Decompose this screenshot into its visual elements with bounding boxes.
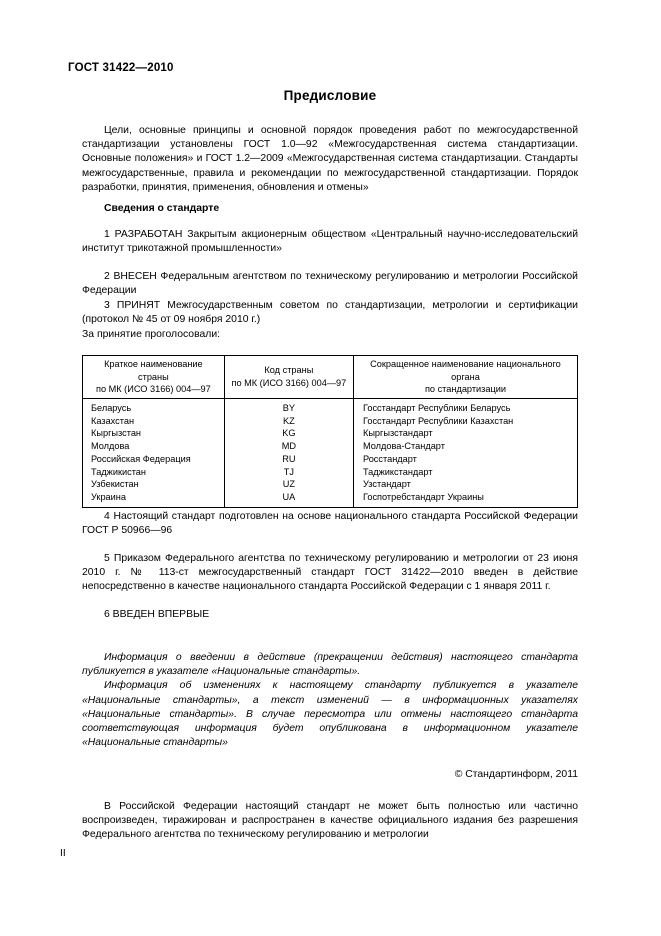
standard-info-item-3 — [82, 299, 578, 327]
table-cell-org: Кыргызстандарт — [353, 427, 577, 440]
table-row — [83, 440, 578, 453]
standard-info-heading: Сведения о стандарте — [104, 203, 220, 214]
table-cell-country: Таджикистан — [83, 466, 225, 479]
table-row — [83, 399, 578, 415]
table-cell-org: Узстандарт — [353, 478, 577, 491]
notice-block — [82, 651, 578, 750]
vote-table-header-code-line2: по МК (ИСО 3166) 004—97 — [231, 378, 347, 388]
vote-table-header-country — [83, 356, 225, 399]
table-cell-country: Узбекистан — [83, 478, 225, 491]
vote-table-header-country-line2: по МК (ИСО 3166) 004—97 — [95, 384, 211, 395]
legal-paragraph: В Российской Федерации настоящий стандарт не может быть полностью или частично воспроизведен, тиражирован и распространен в качестве официального издания без разрешения Федерального агентства по техническому регулированию и метрологии — [82, 801, 578, 841]
table-cell-code: TJ — [224, 466, 353, 479]
standard-info-item-4-text: 4 Настоящий стандарт подготовлен на основе национального стандарта Российской Федерации ГОСТ Р 50966—96 — [82, 511, 578, 537]
page-number: II — [60, 848, 66, 859]
running-header: ГОСТ 31422—2010 — [68, 62, 174, 74]
table-cell-country: Украина — [83, 491, 225, 507]
vote-table-header-code-line1: Код страны — [264, 365, 314, 376]
standard-info-item-2-text: 2 ВНЕСЕН Федеральным агентством по техническому регулированию и метрологии Российской Федерации — [82, 271, 578, 297]
table-cell-code: MD — [224, 440, 353, 453]
table-cell-country: Молдова — [83, 440, 225, 453]
vote-intro-text: За принятие проголосовали: — [82, 329, 221, 340]
table-cell-org: Госстандарт Республики Беларусь — [353, 399, 577, 415]
table-cell-org: Росстандарт — [353, 453, 577, 466]
table-cell-country: Беларусь — [83, 399, 225, 415]
table-cell-org: Таджикстандарт — [353, 466, 577, 479]
table-cell-code: UZ — [224, 478, 353, 491]
notice-paragraph-2: Информация об изменениях к настоящему стандарту публикуется в указателе «Национальные стандарты», а текст изменений — в информационных указателях «Национальные стандарты». В случае пересмотра или отмены настоящего стандарта соответствующая информация будет опубликована в информационном указателе «Национальные стандарты» — [82, 680, 578, 749]
legal-block — [82, 800, 578, 843]
page-title: Предисловие — [283, 88, 377, 103]
vote-table-header-org-line2: по стандартизации — [424, 384, 507, 395]
standard-info-item-6 — [82, 608, 578, 622]
standard-info-item-6-text: 6 ВВЕДЕН ВПЕРВЫЕ — [104, 609, 210, 620]
table-cell-org: Госстандарт Республики Казахстан — [353, 415, 577, 428]
table-cell-code: UA — [224, 491, 353, 507]
notice-paragraph-1: Информация о введении в действие (прекращении действия) настоящего стандарта публикуется в указателе «Национальные стандарты». — [82, 652, 578, 678]
standard-info-item-2 — [82, 270, 578, 298]
table-cell-country: Кыргызстан — [83, 427, 225, 440]
table-cell-org: Молдова-Стандарт — [353, 440, 577, 453]
vote-table-header-org-line1: Сокращенное наименование национального органа — [370, 359, 561, 382]
standard-info-item-1 — [82, 228, 578, 256]
table-row — [83, 478, 578, 491]
table-cell-code: RU — [224, 453, 353, 466]
copyright-notice: © Стандартинформ, 2011 — [454, 769, 578, 780]
table-row — [83, 466, 578, 479]
vote-table-header-code — [224, 356, 353, 399]
vote-table-body — [83, 399, 578, 508]
vote-table-header-org — [353, 356, 577, 399]
standard-info-item-5 — [82, 552, 578, 595]
vote-table-header-row — [83, 356, 578, 399]
vote-table-header-country-line1: Краткое наименование страны — [104, 359, 203, 382]
table-cell-code: KG — [224, 427, 353, 440]
standard-info-item-1-text: 1 РАЗРАБОТАН Закрытым акционерным обществом «Центральный научно-исследовательский институт трикотажной промышленности» — [82, 229, 578, 255]
vote-table-head — [83, 356, 578, 399]
table-cell-org: Госпотребстандарт Украины — [353, 491, 577, 507]
intro-block — [82, 124, 578, 195]
table-row — [83, 453, 578, 466]
intro-paragraph: Цели, основные принципы и основной порядок проведения работ по межгосударственной стандартизации установлены ГОСТ 1.0—92 «Межгосударственная система стандартизации. Основные положения» и ГОСТ 1.2—2009 «Межгосударственная система стандартизации. Стандарты межгосударственные, правила и рекомендации по межгосударственной стандартизации. Порядок разработки, принятия, применения, обновления и отмены» — [82, 125, 578, 193]
standard-info-item-4 — [82, 510, 578, 538]
table-cell-country: Российская Федерация — [83, 453, 225, 466]
vote-intro-block — [82, 328, 578, 342]
standard-info-item-3-text: 3 ПРИНЯТ Межгосударственным советом по стандартизации, метрологии и сертификации (протокол № 45 от 09 ноября 2010 г.) — [82, 300, 578, 326]
table-row — [83, 491, 578, 507]
table-row — [83, 427, 578, 440]
table-cell-code: KZ — [224, 415, 353, 428]
table-cell-code: BY — [224, 399, 353, 415]
standard-info-heading-block — [82, 202, 578, 216]
vote-table — [82, 355, 578, 508]
standard-info-item-5-text: 5 Приказом Федерального агентства по техническому регулированию и метрологии от 23 июня 2010 г. № 113-ст межгосударственный стандарт ГОСТ 31422—2010 введен в действие непосредственно в качестве национального стандарта Российской Федерации с 1 января 2011 г. — [82, 553, 578, 593]
table-row — [83, 415, 578, 428]
table-cell-country: Казахстан — [83, 415, 225, 428]
